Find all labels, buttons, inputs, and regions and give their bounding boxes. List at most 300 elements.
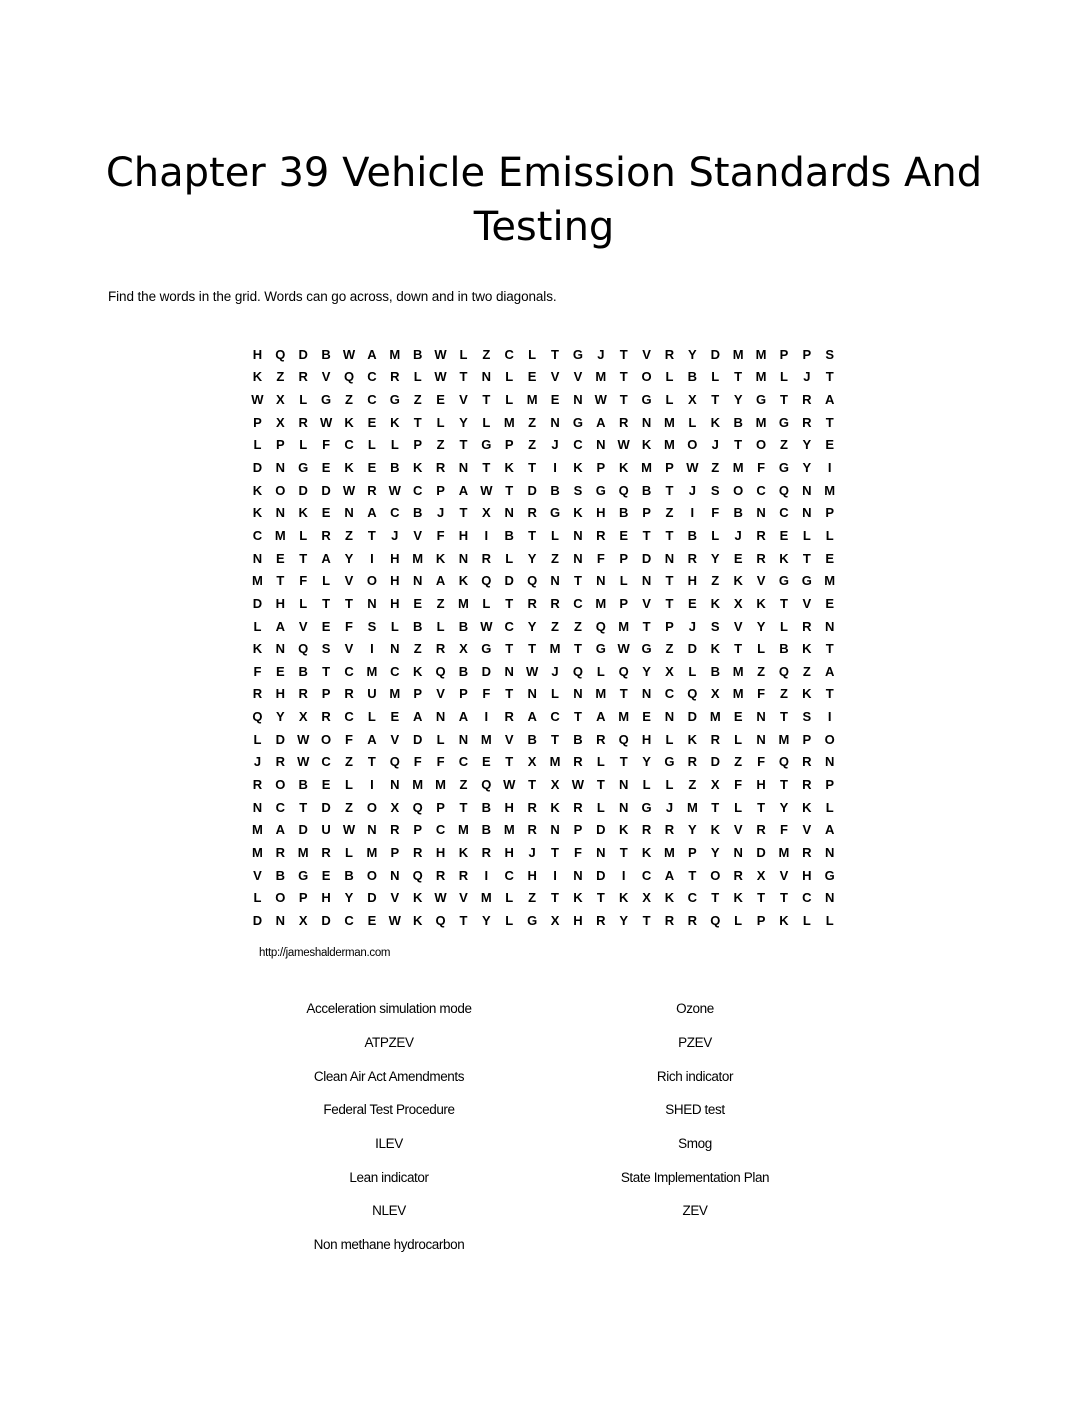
grid-cell: B — [412, 346, 423, 362]
grid-cell: N — [252, 799, 263, 815]
grid-cell: D — [687, 641, 698, 657]
grid-cell: C — [756, 482, 766, 498]
grid-cell: M — [549, 754, 561, 770]
grid-cell: P — [688, 844, 697, 860]
grid-cell: P — [413, 686, 423, 702]
grid-cell: C — [252, 527, 263, 543]
grid-cell: V — [413, 527, 423, 543]
grid-cell: T — [573, 573, 582, 589]
grid-cell: Y — [344, 890, 354, 906]
grid-cell: Y — [710, 550, 720, 566]
grid-cell: T — [299, 550, 308, 566]
grid-cell: B — [458, 663, 469, 679]
grid-cell: E — [413, 595, 423, 611]
grid-cell: L — [505, 890, 514, 906]
grid-cell: V — [802, 595, 812, 611]
grid-cell: A — [458, 709, 469, 725]
grid-cell: G — [641, 392, 652, 408]
grid-cell: P — [619, 550, 629, 566]
grid-cell: G — [572, 414, 583, 430]
grid-cell: G — [527, 912, 538, 928]
word-list-item: Lean indicator — [349, 1169, 429, 1185]
grid-row — [246, 434, 841, 457]
grid-row — [246, 366, 841, 389]
grid-cell: F — [322, 437, 331, 453]
grid-cell: D — [252, 595, 263, 611]
grid-cell: D — [687, 709, 698, 725]
instructions: Find the words in the grid. Words can go across, down and in two diagonals. — [108, 289, 557, 304]
grid-cell: V — [321, 369, 331, 385]
grid-cell: A — [367, 505, 377, 521]
grid-cell: O — [641, 369, 652, 385]
grid-cell: R — [481, 844, 492, 860]
grid-cell: I — [484, 867, 489, 883]
grid-cell: Z — [528, 437, 537, 453]
grid-cell: P — [253, 414, 262, 430]
grid-cell: W — [503, 776, 516, 792]
grid-cell: B — [573, 731, 583, 747]
grid-row — [246, 705, 841, 728]
grid-row — [246, 343, 841, 366]
grid-cell: Z — [779, 686, 788, 702]
grid-cell: T — [573, 641, 582, 657]
grid-cell: X — [550, 776, 560, 792]
grid-cell: O — [687, 437, 698, 453]
grid-cell: V — [779, 867, 789, 883]
grid-cell: N — [275, 641, 286, 657]
grid-cell: C — [664, 686, 675, 702]
word-list-item: Clean Air Act Amendments — [313, 1068, 465, 1084]
grid-cell: I — [827, 460, 832, 476]
grid-cell: M — [664, 437, 675, 453]
grid-cell: N — [641, 686, 652, 702]
grid-cell: L — [734, 912, 743, 928]
grid-cell: V — [344, 641, 354, 657]
grid-cell: Q — [527, 573, 538, 589]
grid-cell: E — [321, 618, 331, 634]
grid-cell: Z — [665, 505, 674, 521]
grid-cell: L — [528, 346, 537, 362]
grid-cell: H — [504, 844, 514, 860]
grid-cell: X — [276, 414, 285, 430]
grid-cell: M — [458, 822, 469, 838]
grid-cell: Y — [756, 618, 766, 634]
grid-cell: R — [733, 867, 743, 883]
grid-cell: J — [551, 663, 559, 679]
grid-cell: E — [367, 460, 377, 476]
grid-cell: Q — [275, 346, 286, 362]
grid-cell: K — [550, 799, 560, 815]
grid-cell: T — [459, 912, 468, 928]
grid-row — [246, 660, 841, 683]
grid-cell: C — [367, 369, 377, 385]
grid-cell: K — [802, 641, 812, 657]
grid-cell: M — [526, 392, 538, 408]
grid-cell: X — [390, 799, 400, 815]
grid-cell: N — [825, 754, 835, 770]
grid-cell: X — [482, 505, 491, 521]
grid-cell: R — [527, 505, 537, 521]
grid-cell: N — [275, 505, 286, 521]
grid-cell: G — [298, 460, 309, 476]
grid-cell: L — [688, 663, 697, 679]
grid-cell: C — [550, 709, 560, 725]
grid-cell: Z — [345, 754, 353, 770]
grid-cell: L — [619, 573, 628, 589]
grid-cell: R — [321, 709, 331, 725]
grid-cell: R — [802, 844, 812, 860]
grid-cell: M — [732, 663, 744, 679]
grid-cell: S — [710, 618, 720, 634]
grid-cell: M — [412, 776, 424, 792]
grid-cell: P — [413, 437, 423, 453]
grid-cell: E — [688, 595, 697, 611]
grid-cell: T — [528, 460, 537, 476]
grid-cell: E — [367, 414, 377, 430]
grid-cell: T — [322, 595, 331, 611]
grid-cell: R — [321, 844, 331, 860]
grid-cell: D — [252, 460, 263, 476]
grid-cell: Q — [481, 573, 492, 589]
grid-cell: A — [367, 346, 377, 362]
grid-cell: K — [733, 573, 743, 589]
grid-cell: N — [367, 595, 377, 611]
grid-cell: R — [802, 618, 812, 634]
grid-cell: R — [298, 369, 308, 385]
grid-cell: K — [573, 505, 583, 521]
grid-cell: Y — [688, 822, 697, 838]
grid-cell: M — [664, 414, 675, 430]
grid-cell: Y — [344, 550, 354, 566]
grid-cell: N — [664, 709, 675, 725]
grid-cell: D — [298, 822, 308, 838]
grid-cell: V — [733, 822, 743, 838]
grid-cell: A — [412, 709, 423, 725]
grid-cell: D — [321, 912, 331, 928]
grid-cell: T — [551, 346, 559, 362]
grid-cell: F — [779, 822, 788, 838]
grid-cell: B — [412, 505, 423, 521]
grid-cell: R — [664, 912, 675, 928]
grid-cell: Y — [802, 437, 812, 453]
grid-cell: Z — [734, 754, 743, 770]
grid-cell: O — [824, 731, 835, 747]
grid-cell: S — [802, 709, 812, 725]
grid-cell: M — [252, 573, 263, 589]
grid-cell: Q — [298, 641, 309, 657]
grid-cell: T — [665, 527, 674, 543]
grid-cell: B — [687, 527, 698, 543]
grid-cell: R — [687, 550, 698, 566]
grid-cell: W — [571, 776, 585, 792]
grid-cell: P — [276, 437, 285, 453]
grid-cell: M — [389, 346, 401, 362]
grid-cell: T — [619, 754, 628, 770]
grid-cell: Q — [412, 867, 423, 883]
grid-cell: N — [664, 550, 675, 566]
grid-cell: T — [619, 392, 628, 408]
word-list-item: Rich indicator — [656, 1068, 734, 1084]
grid-cell: U — [321, 822, 331, 838]
grid-cell: G — [389, 392, 400, 408]
grid-cell: E — [642, 709, 651, 725]
grid-cell: F — [757, 686, 766, 702]
grid-cell: F — [757, 460, 766, 476]
grid-cell: R — [527, 595, 537, 611]
grid-cell: C — [344, 709, 354, 725]
grid-cell: I — [370, 641, 374, 657]
grid-cell: O — [366, 867, 377, 883]
grid-cell: N — [573, 392, 583, 408]
grid-cell: E — [825, 550, 835, 566]
grid-cell: H — [504, 799, 514, 815]
grid-cell: R — [802, 392, 812, 408]
grid-cell: N — [619, 776, 629, 792]
grid-cell: M — [778, 731, 790, 747]
grid-cell: K — [252, 369, 263, 385]
grid-cell: T — [779, 890, 788, 906]
grid-cell: W — [617, 641, 630, 657]
grid-cell: K — [664, 890, 675, 906]
grid-cell: V — [733, 618, 743, 634]
grid-cell: R — [550, 595, 560, 611]
grid-cell: H — [596, 505, 606, 521]
grid-cell: T — [482, 460, 491, 476]
grid-cell: M — [732, 460, 744, 476]
grid-cell: N — [802, 505, 812, 521]
grid-cell: M — [366, 663, 378, 679]
grid-cell: M — [778, 844, 790, 860]
grid-cell: X — [733, 595, 743, 611]
page-title: Chapter 39 Vehicle Emission Standards And Testing — [105, 150, 983, 250]
grid-cell: L — [734, 731, 743, 747]
grid-cell: K — [252, 505, 263, 521]
grid-cell: M — [686, 799, 698, 815]
grid-cell: S — [710, 482, 720, 498]
grid-cell: X — [688, 392, 697, 408]
grid-cell: G — [298, 867, 309, 883]
grid-cell: T — [779, 776, 788, 792]
word-list — [236, 992, 848, 1262]
grid-cell: T — [734, 369, 743, 385]
grid-cell: C — [458, 754, 469, 770]
grid-cell: V — [390, 731, 400, 747]
grid-row — [246, 592, 841, 615]
grid-cell: Y — [688, 346, 697, 362]
grid-cell: R — [756, 822, 766, 838]
grid-cell: L — [825, 912, 834, 928]
grid-cell: C — [504, 346, 514, 362]
word-list-item: Non methane hydrocarbon — [313, 1237, 465, 1253]
grid-cell: Z — [688, 776, 697, 792]
grid-cell: K — [641, 437, 652, 453]
grid-cell: W — [480, 618, 493, 634]
grid-cell: B — [275, 867, 286, 883]
grid-cell: C — [344, 437, 354, 453]
grid-cell: C — [687, 890, 698, 906]
grid-cell: H — [458, 527, 469, 543]
grid-cell: R — [435, 460, 446, 476]
grid-cell: F — [253, 663, 262, 679]
grid-cell: Z — [528, 414, 537, 430]
grid-cell: P — [779, 346, 789, 362]
grid-cell: E — [390, 709, 400, 725]
grid-cell: W — [480, 482, 493, 498]
grid-cell: N — [390, 641, 400, 657]
grid-row — [246, 909, 841, 932]
grid-cell: L — [551, 686, 559, 702]
grid-cell: V — [459, 890, 468, 906]
grid-cell: W — [342, 346, 356, 362]
grid-cell: H — [687, 573, 698, 589]
grid-cell: E — [733, 550, 743, 566]
grid-cell: K — [619, 822, 629, 838]
grid-cell: I — [484, 527, 489, 543]
grid-cell: K — [710, 595, 720, 611]
grid-cell: N — [504, 505, 514, 521]
grid-cell: Z — [528, 890, 537, 906]
grid-cell: R — [390, 369, 400, 385]
grid-cell: V — [642, 346, 651, 362]
grid-cell: R — [481, 550, 492, 566]
grid-cell: D — [321, 482, 331, 498]
grid-cell: N — [756, 505, 766, 521]
grid-cell: F — [436, 527, 445, 543]
grid-cell: E — [321, 776, 331, 792]
grid-cell: L — [757, 641, 766, 657]
grid-cell: P — [436, 799, 445, 815]
source-url: http://jameshalderman.com — [259, 947, 391, 959]
grid-cell: N — [344, 505, 354, 521]
grid-cell: Z — [711, 573, 720, 589]
grid-cell: K — [779, 912, 789, 928]
grid-cell: T — [825, 369, 834, 385]
grid-cell: R — [802, 776, 812, 792]
grid-cell: L — [779, 369, 788, 385]
grid-cell: W — [342, 482, 356, 498]
grid-cell: R — [664, 346, 675, 362]
grid-cell: R — [252, 776, 263, 792]
word-list-row — [236, 1093, 848, 1127]
grid-cell: L — [802, 912, 811, 928]
grid-cell: Z — [779, 437, 788, 453]
grid-cell: X — [298, 709, 308, 725]
grid-cell: Q — [618, 482, 629, 498]
grid-cell: Z — [345, 392, 353, 408]
grid-cell: N — [573, 527, 583, 543]
grid-cell: K — [344, 414, 354, 430]
grid-cell: T — [528, 776, 537, 792]
grid-cell: M — [664, 844, 675, 860]
grid-cell: W — [388, 912, 401, 928]
grid-cell: V — [344, 573, 354, 589]
grid-cell: G — [595, 482, 606, 498]
grid-cell: N — [596, 844, 606, 860]
grid-cell: A — [458, 482, 469, 498]
grid-row — [246, 728, 841, 751]
grid-cell: M — [595, 595, 607, 611]
grid-cell: Q — [252, 709, 263, 725]
grid-cell: V — [802, 822, 812, 838]
grid-cell: K — [573, 460, 583, 476]
grid-cell: W — [525, 663, 539, 679]
grid-row — [246, 501, 841, 524]
grid-cell: K — [252, 482, 263, 498]
grid-cell: R — [275, 844, 286, 860]
grid-cell: J — [597, 346, 605, 362]
word-list-row — [236, 992, 848, 1026]
grid-cell: N — [550, 573, 560, 589]
grid-cell: L — [253, 890, 262, 906]
grid-cell: N — [756, 731, 766, 747]
grid-cell: T — [505, 595, 514, 611]
grid-cell: E — [367, 912, 377, 928]
grid-cell: M — [366, 844, 378, 860]
grid-row — [246, 886, 841, 909]
word-list-row — [236, 1194, 848, 1228]
grid-cell: Y — [642, 663, 651, 679]
grid-cell: T — [711, 392, 720, 408]
grid-row — [246, 479, 841, 502]
grid-cell: G — [321, 392, 332, 408]
grid-cell: R — [687, 754, 698, 770]
grid-cell: R — [321, 527, 331, 543]
grid-cell: L — [551, 527, 559, 543]
grid-cell: K — [756, 595, 766, 611]
grid-cell: Z — [413, 392, 422, 408]
grid-row — [246, 818, 841, 841]
grid-cell: G — [641, 641, 652, 657]
grid-cell: K — [458, 844, 469, 860]
grid-cell: R — [596, 731, 606, 747]
grid-cell: X — [665, 663, 674, 679]
grid-cell: T — [757, 890, 766, 906]
grid-cell: B — [779, 641, 789, 657]
grid-cell: P — [665, 618, 674, 634]
grid-cell: P — [413, 822, 423, 838]
grid-cell: I — [370, 550, 374, 566]
grid-cell: T — [779, 595, 788, 611]
grid-cell: V — [550, 369, 560, 385]
grid-cell: L — [253, 618, 262, 634]
grid-cell: N — [619, 799, 629, 815]
grid-cell: G — [641, 799, 652, 815]
grid-cell: R — [275, 754, 286, 770]
grid-cell: Q — [343, 369, 355, 385]
grid-cell: R — [390, 822, 400, 838]
grid-cell: R — [527, 822, 537, 838]
grid-cell: R — [596, 912, 606, 928]
grid-cell: N — [458, 731, 469, 747]
grid-cell: V — [298, 618, 308, 634]
grid-cell: G — [778, 460, 789, 476]
grid-cell: X — [298, 912, 308, 928]
grid-cell: B — [481, 822, 492, 838]
grid-cell: C — [641, 867, 652, 883]
grid-cell: L — [459, 346, 468, 362]
grid-cell: N — [641, 573, 652, 589]
grid-cell: D — [641, 550, 652, 566]
grid-cell: E — [779, 527, 789, 543]
grid-cell: X — [276, 392, 285, 408]
grid-cell: D — [710, 754, 720, 770]
grid-cell: R — [710, 731, 720, 747]
grid-cell: G — [549, 505, 561, 521]
grid-cell: F — [436, 754, 445, 770]
grid-cell: L — [299, 527, 308, 543]
grid-cell: S — [825, 346, 835, 362]
grid-cell: S — [367, 618, 377, 634]
